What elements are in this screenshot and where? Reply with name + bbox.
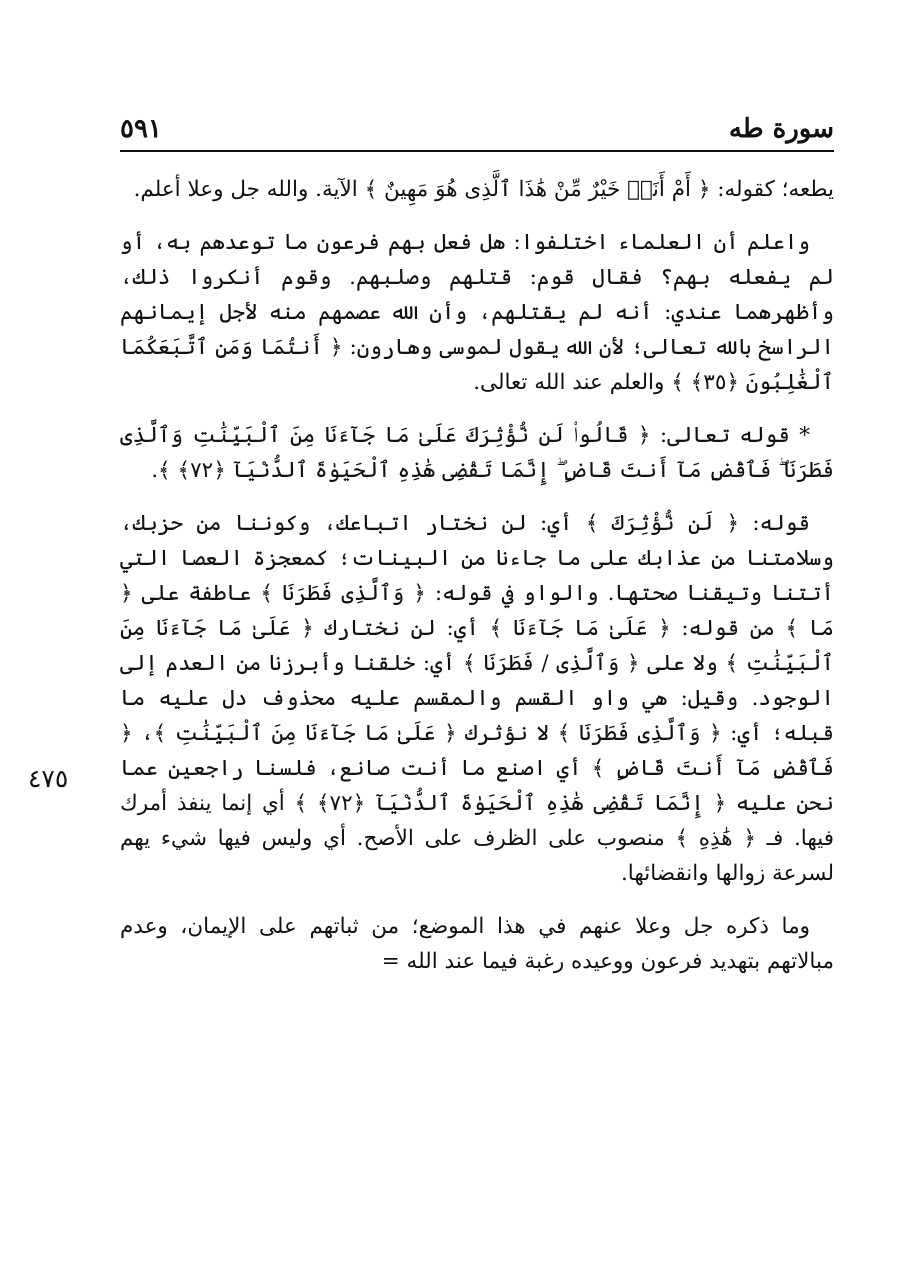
header-divider xyxy=(120,150,834,152)
paragraph-3-verse: * قوله تعالى: ﴿ قَالُوا۟ لَن نُّؤْثِرَكَ عَلَىٰ مَا جَآءَنَا مِنَ ٱلْبَيِّنَٰتِ وَٱلَّذِى فَطَرَنَا ۖ فَٱقْضِ مَآ أَنتَ قَاضٍ ۖ إِنَّمَا تَقْضِى هَٰذِهِ ٱلْحَيَوٰةَ ٱلدُّنْيَآ ﴿٧٢﴾ ﴾. xyxy=(120,423,834,483)
paragraph-1: يطعه؛ كقوله: ﴿ أَمْ أَنَا۠ خَيْرٌ مِّنْ هَٰذَا ٱلَّذِى هُوَ مَهِينٌ ﴾ الآية. والله جل وعلا أعلم. xyxy=(133,177,834,202)
surah-title: سورة طه xyxy=(728,114,834,144)
paragraph-4: قوله: ﴿ لَن نُّؤْثِرَكَ ﴾ أي: لن نختار اتباعك، وكوننا من حزبك، وسلامتنا من عذابك على ما جاءنا من البينات؛ كمعجزة العصا التي أتتنا وتيقنا صحتها. والواو في قوله: ﴿ وَٱلَّذِى فَطَرَنَا ﴾ عاطفة على ﴿ مَا ﴾ من قوله: ﴿ عَلَىٰ مَا جَآءَنَا ﴾ أي: لن نختارك ﴿ عَلَىٰ مَا جَآءَنَا مِنَ ٱلْبَيِّنَٰتِ ﴾ ولا على ﴿ وَٱلَّذِى / فَطَرَنَا ﴾ أي: خلقنا وأبرزنا من العدم إلى الوجود. وقيل: هي واو القسم والمقسم عليه محذوف دل عليه ما قبله؛ أي: ﴿ وَٱلَّذِى فَطَرَنَا ﴾ لا نؤثرك ﴿ عَلَىٰ مَا جَآءَنَا مِنَ ٱلْبَيِّنَٰتِ ﴾، ﴿ فَٱقْضِ مَآ أَنتَ قَاضٍ ﴾ أي اصنع ما أنت صانع، فلسنا راجعين عما نحن عليه ﴿ إِنَّمَا تَقْضِى هَٰذِهِ ٱلْحَيَوٰةَ ٱلدُّنْيَآ ﴿٧٢﴾ ﴾ أي إنما ينفذ أمرك فيها. فـ ﴿ هَٰذِهِ ﴾ منصوب على الظرف على الأصح. أي وليس فيها شيء يهم لسرعة زوالها وانقضائها. xyxy=(120,511,834,886)
paragraph-2: واعلم أن العلماء اختلفوا: هل فعل بهم فرعون ما توعدهم به، أو لم يفعله بهم؟ فقال قوم: قتلهم وصلبهم. وقوم أنكروا ذلك، وأظهرهما عندي: أنه لم يقتلهم، وأن الله عصمهم منه لأجل إيمانهم الراسخ بالله تعالى؛ لأن الله يقول لموسى وهارون: ﴿ أَنتُمَا وَمَنِ ٱتَّبَعَكُمَا ٱلْغَٰلِبُونَ ﴿٣٥﴾ ﴾ والعلم عند الله تعالى. xyxy=(120,230,834,395)
paragraph-5: وما ذكره جل وعلا عنهم في هذا الموضع؛ من ثباتهم على الإيمان، وعدم مبالاتهم بتهديد فرعون ووعيده رغبة فيما عند الله = xyxy=(120,914,834,974)
page-header xyxy=(120,108,834,148)
margin-page-number: ٤٧٥ xyxy=(28,764,69,793)
body-text xyxy=(120,172,834,997)
page-number: ٥٩١ xyxy=(120,114,162,144)
